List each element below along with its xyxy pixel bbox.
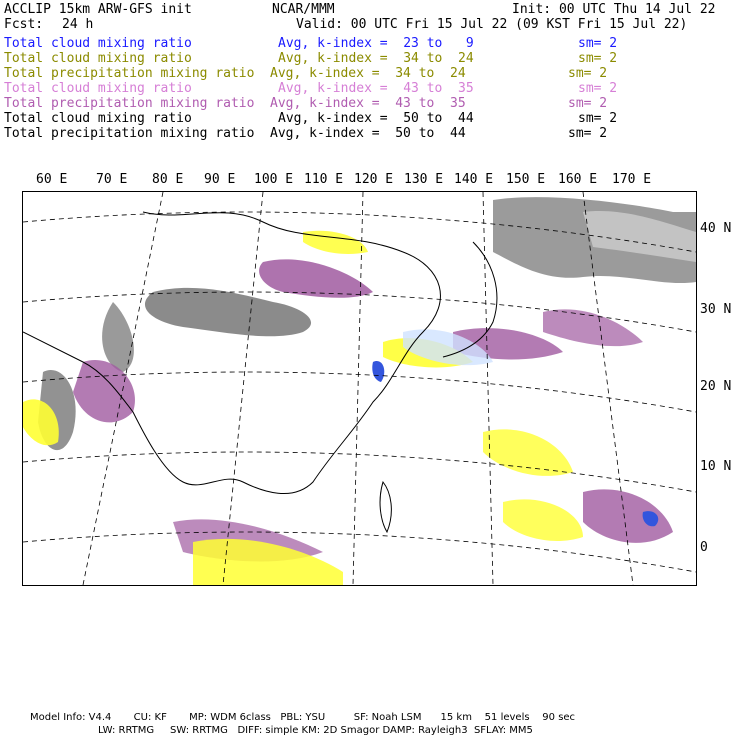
forecast-map xyxy=(22,191,697,586)
field-sm-5: sm= 2 xyxy=(568,96,608,111)
footer-model-info: Model Info: V4.4 CU: KF MP: WDM 6class PBL: YSU SF: Noah LSM 15 km 51 levels 90 sec xyxy=(30,712,576,723)
field-avg-2: Avg, k-index = 34 to 24 xyxy=(278,51,474,66)
field-sm-1: sm= 2 xyxy=(578,36,618,51)
field-avg-3: Avg, k-index = 34 to 24 xyxy=(270,66,466,81)
lon-label-170e: 170 E xyxy=(612,172,652,187)
field-name-2: Total cloud mixing ratio xyxy=(4,51,192,66)
gray-cloud-himalaya xyxy=(102,302,134,372)
field-sm-3: sm= 2 xyxy=(568,66,608,81)
footer-physics-info: LW: RRTMG SW: RRTMG DIFF: simple KM: 2D Smagor DAMP: Rayleigh3 SFLAY: MM5 xyxy=(98,725,533,736)
field-name-6: Total cloud mixing ratio xyxy=(4,111,192,126)
field-avg-6: Avg, k-index = 50 to 44 xyxy=(278,111,474,126)
yellow-cloud-pacific-sw xyxy=(503,499,583,541)
purple-precip-se xyxy=(583,489,673,543)
field-sm-2: sm= 2 xyxy=(578,51,618,66)
valid-time: Valid: 00 UTC Fri 15 Jul 22 (09 KST Fri 15 Jul 22) xyxy=(296,17,688,32)
field-name-5: Total precipitation mixing ratio xyxy=(4,96,255,111)
lat-label-10n: 10 N xyxy=(700,459,732,474)
lat-label-20n: 20 N xyxy=(700,379,732,394)
init-time: Init: 00 UTC Thu 14 Jul 22 xyxy=(512,2,716,17)
lon-label-60e: 60 E xyxy=(36,172,68,187)
field-name-7: Total precipitation mixing ratio xyxy=(4,126,255,141)
field-sm-7: sm= 2 xyxy=(568,126,608,141)
field-name-1: Total cloud mixing ratio xyxy=(4,36,192,51)
field-avg-5: Avg, k-index = 43 to 35 xyxy=(270,96,466,111)
yellow-cloud-ocean xyxy=(483,429,573,476)
field-name-4: Total cloud mixing ratio xyxy=(4,81,192,96)
field-sm-6: sm= 2 xyxy=(578,111,618,126)
org-label: NCAR/MMM xyxy=(272,2,335,17)
field-avg-4: Avg, k-index = 43 to 35 xyxy=(278,81,474,96)
longitude-line-140e xyxy=(483,192,493,585)
lon-label-120e: 120 E xyxy=(354,172,394,187)
purple-precip-east-pacific xyxy=(543,309,643,346)
yellow-cloud-north xyxy=(303,231,368,254)
lon-label-70e: 70 E xyxy=(96,172,128,187)
lon-label-140e: 140 E xyxy=(454,172,494,187)
fcst-label: Fcst: xyxy=(4,17,44,32)
map-canvas xyxy=(23,192,696,585)
lat-label-30n: 30 N xyxy=(700,302,732,317)
lon-label-130e: 130 E xyxy=(404,172,444,187)
lat-label-40n: 40 N xyxy=(700,221,732,236)
fcst-value: 24 h xyxy=(62,17,94,32)
latitude-line-10n xyxy=(23,452,696,492)
model-title: ACCLIP 15km ARW-GFS init xyxy=(4,2,192,17)
lon-label-150e: 150 E xyxy=(506,172,546,187)
lon-label-80e: 80 E xyxy=(152,172,184,187)
lon-label-90e: 90 E xyxy=(204,172,236,187)
lon-label-110e: 110 E xyxy=(304,172,344,187)
yellow-cloud-bay xyxy=(193,539,343,585)
field-name-3: Total precipitation mixing ratio xyxy=(4,66,255,81)
field-avg-1: Avg, k-index = 23 to 9 xyxy=(278,36,474,51)
philippines-coastline xyxy=(380,482,391,532)
field-sm-4: sm= 2 xyxy=(578,81,618,96)
coastline xyxy=(23,212,440,494)
lat-label-0: 0 xyxy=(700,540,708,555)
blue-cloud-taiwan xyxy=(372,361,384,382)
lon-label-100e: 100 E xyxy=(254,172,294,187)
gray-cloud-central-asia xyxy=(145,288,311,336)
lon-label-160e: 160 E xyxy=(558,172,598,187)
latitude-line-0 xyxy=(23,532,696,572)
field-avg-7: Avg, k-index = 50 to 44 xyxy=(270,126,466,141)
